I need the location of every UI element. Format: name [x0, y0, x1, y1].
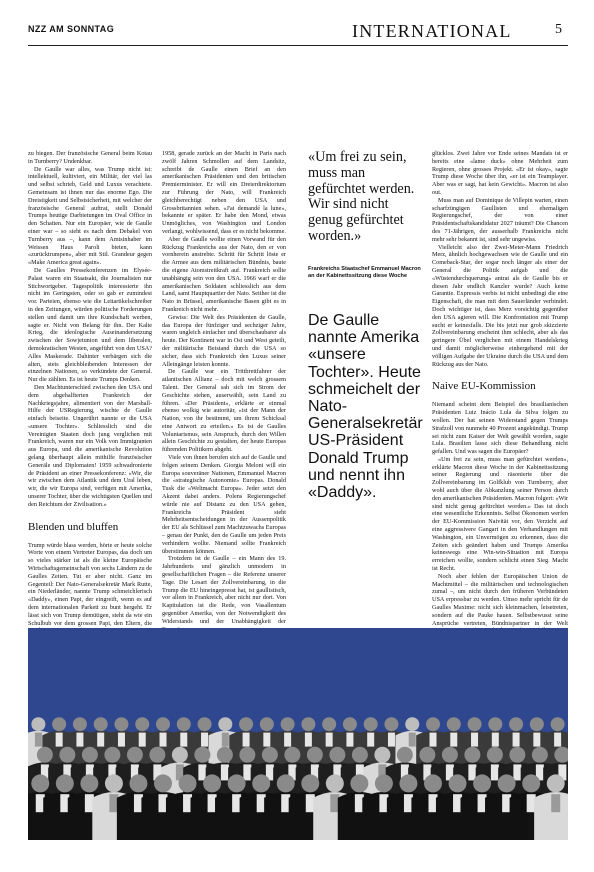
- paragraph: Aber de Gaulle wollte einen Vorwand für den Rückzug Frankreichs aus der Nato, den er von vornherein anstrebte. Schritt für Schritt löste er die Armee aus dem militärischen Bündnis, baute die eigene Atomstreitkraft auf. Frankreich sollte unabhängig sein von den USA. 1966 warf er die amerikanischen Soldaten schliesslich aus dem Land, samt Hauptquartier der Nato. Seither ist die Nato in Brüssel, amerikanische Basen gibt es in Frankreich nicht mehr.: [162, 235, 286, 313]
- paragraph: Vielleicht also der Zwei-Meter-Mann Friedrich Merz, ähnlich hochgewachsen wie de Gaulle und ein Comeback-Star, der sogar noch länger als einer der General die Politik aufgab und die «Wüstendurchquerung» antrat als de Gaulle bis er diesen Jahr endlich Kanzler wurde? Auch keine Garantie. Expressis verbis ist nicht unbedingt die eine Eigenschaft, die man mit dem Sauerländer verbindet. Doch wichtiger ist, dass Merz vorsichtig gegenüber den USA agieren will. Die Konfrontation mit Trump sucht er keinesfalls. Die bis jetzt nur grob skizzierte Zollvereinbarung erscheint ihm schlecht, aber als das geringere Übel verglichen mit einem Handelskrieg und damit möglicherweise einhergehend mit der völligen Aufgabe der Ukraine durch die USA und dem Rückzug aus der Nato.: [432, 243, 568, 368]
- person-head: [307, 747, 323, 763]
- person-shirt: [243, 733, 250, 747]
- person-shirt: [221, 764, 229, 780]
- person-head: [179, 774, 197, 792]
- person-head: [59, 747, 75, 763]
- person-head: [73, 717, 87, 731]
- person-head: [473, 774, 491, 792]
- person-head: [329, 747, 345, 763]
- person-head: [301, 774, 319, 792]
- paragraph: De Gaulles Pressekonferenzen im Elysée-Palast waren ein Staatsakt, die Journalisten nur Stichwortgeber. Tagespolitik interessierte ihn nicht im Geringsten, oder so gab er zumindest vor. Parteien, ebenso wie die Leitartikelschreiber in den Zeitungen, würden politische Forderungen stellen und damit um ihre Kundschaft werben, sagte er. Nicht von Belang für ihn. Der Kalte Krieg, die ideologische Auseinandersetzung zwischen der Sowjetunion und dem liberalen, demokratischen Westen, angeführt von den USA? Alles Maskerade. Dahinter verbärgen sich die alten, stets gleichbleibenden Interessen der einzelnen Nationen, so verkündete der General. Nur die zählten. Es ist heute Trumps Denken.: [28, 266, 152, 384]
- person-shirt: [450, 733, 457, 747]
- person-shirt: [305, 733, 312, 747]
- pull-quote: De Gaulle nannte Amerika «unsere Tochter». Heute schmeichelt der Nato-Generalsekretär US-Präsident Donald Trump und nennt ihn «Daddy».: [308, 312, 423, 502]
- group-photo-illustration: [28, 628, 568, 840]
- person-shirt: [160, 733, 167, 747]
- person-shirt: [430, 733, 437, 747]
- person-head: [129, 774, 147, 792]
- person-head: [194, 747, 210, 763]
- person-head: [277, 774, 295, 792]
- crowd-silhouettes: [28, 717, 568, 840]
- person-head: [218, 717, 232, 731]
- person-head: [149, 747, 165, 763]
- person-head: [322, 717, 336, 731]
- person-shirt: [367, 733, 374, 747]
- person-head: [154, 774, 172, 792]
- person-head: [488, 717, 502, 731]
- person-head: [262, 747, 278, 763]
- paragraph: De Gaulle war alles, was Trump nicht ist: intellektuell, kultiviert, ein Militär, der viel las und selbst schrieb, Geld und Luxus verachtete. Gemeinsam ist ihnen nur das enorme Ego. Die Dreistigkeit und Selbstsicherheit, mit welcher der französische General auftrat, stellt Donald Trumps heutige Darbietungen im Oval Office in den Schatten. Nur ein Europäer, wie de Gaulle einer war – so sieht es nach dem Debakel von Turnberry aus –, kann dem Amtsinhaber im Weissen Haus Paroli bieten, kann «zurücktrumpen», aber mit Stil. Grandeur gegen «Make America great again».: [28, 165, 152, 267]
- person-head: [530, 717, 544, 731]
- paragraph: De Gaulle war ein Trittbrettfahrer der atlantischen Allianz – doch mit welch grossem Talent. Der General sah sich im Strom der Geschichte stehen, auserwählt, sein Land zu führen. «Der Präsident», erklärte er einmal ebenso wolkig wie autoritär, «ist der Mann der Nation, von ihr bestimmt, um ihrem Schicksal eine Antwort zu erteilen.» Es ist de Gaulles Voluntarismus, sein Anspruch, durch den Willen allein Geschichte zu gestalten, der heute Europas führenden Politikern abgeht.: [162, 368, 286, 454]
- person-head: [80, 774, 98, 792]
- person-head: [31, 774, 49, 792]
- person-shirt: [491, 764, 499, 780]
- person-head: [135, 717, 149, 731]
- person-head: [82, 747, 98, 763]
- person-head: [326, 774, 344, 792]
- person-head: [464, 747, 480, 763]
- paragraph: Niemand scheint dem Beispiel des brasilianischen Präsidenten Luiz Inácio Lula da Silva folgen zu wollen. Der hat seinen Widerstand gegen Trumps Strafzoll von nunmehr 40 Prozent angekündigt. Trump sei nicht zum Kaiser der Welt gewählt worden, sagte Lula. Brasilien lasse sich diese Behandlung nicht gefallen. Und was sagen die Europäer?: [432, 401, 568, 456]
- group-photo: [28, 628, 568, 840]
- person-head: [532, 747, 548, 763]
- person-head: [399, 774, 417, 792]
- person-head: [498, 774, 516, 792]
- person-head: [447, 717, 461, 731]
- paragraph: Gewiss: Die Welt des Präsidenten de Gaulle, das Europa der fünfziger und sechziger Jahre, waren ungleich einfacher und überschaubarer als heute. Der Kontinent war in Ost und West geteilt, der militärische Beistand durch die USA so sicher, dass sich Frankreich den Luxus seiner Alleingänge leisten konnte.: [162, 313, 286, 368]
- person-head: [94, 717, 108, 731]
- newspaper-name: NZZ AM SONNTAG: [28, 24, 115, 34]
- person-head: [449, 774, 467, 792]
- person-head: [375, 774, 393, 792]
- person-head: [468, 717, 482, 731]
- person-shirt: [222, 733, 229, 747]
- section-title: INTERNATIONAL: [352, 21, 512, 41]
- paragraph: Noch aber fehlen der Europäischen Union de Machtmittel – die militärischen und technologischen zumal –, um nicht durch den früheren Verbündeten USA erpressbar zu werden. Umso mehr spricht für de Gaulles Maxime: nicht sich kleinmachen, leisetreten, sondern auf die Pauke hauen. Selbstbewusst seine Ansprüche vertreten, Bündnispartner in der Welt: [432, 572, 568, 627]
- paragraph: 1958, gerade zurück an der Macht in Paris nach zwölf Jahren Schmollen auf dem Landsitz, schreibt de Gaulle einen Brief an den amerikanischen Präsidenten und den britischen Premierminister. Er will ein Dreierdirektorium zur Führung der Nato, will Frankreich gleichberechtigt neben den USA und Grossbritannien sehen. «J'ai demandé la lune», bekannte er später. Er habe den Mond, etwas Unmögliches, von Washington und London verlangt, wohlwissend, dass er es nicht bekomme.: [162, 150, 286, 235]
- header-rule: [28, 45, 568, 46]
- person-shirt: [513, 764, 521, 780]
- person-head: [239, 717, 253, 731]
- paragraph: «Um frei zu sein, muss man gefürchtet werden», erklärte Macron diese Woche in der Kabinettssitzung seiner Regierung und räsonierte über die Zollvereinbarung im Golfklub von Turnberry, aber wohl auch über die Abkanzlung seiner Person durch den amerikanischen Präsidenten. Macron folgert: «Wir sind nicht genug gefürchtet worden.» Das ist doch eine wesentliche Erkenntnis. Selbst Ökonomen werfen der EU-Kommission Naivität vor, den Verzicht auf eine aggressivere Gangart in den Verhandlungen mit Washington, ein Unvermögen zu erkennen, dass die Zeiten sich geändert haben und Trumps Amerika keineswegs eine Win-win-Situation mit Europa erreichen wollte, sondern schlicht einen Sieg. Macht ist Recht.: [432, 455, 568, 573]
- person-head: [384, 717, 398, 731]
- paragraph: Muss man auf Dominique de Villepin warten, einen scharfzüngigen Gaullisten und ehemaligen Regierungschef, der von einer Präsidentschaftskandidatur 2027 träumt? Die Chancen des 71-Jährigen, der ausserhalb Frankreichs nicht mehr sehr bekannt ist, sind sehr ungewiss.: [432, 196, 568, 243]
- paragraph: Den Machtunterschied zwischen den USA und dem abgehalfterten Frankreich der Nachkriegsjahre, alimentiert von der Marshall-Hilfe der USRegierung, wischte de Gaulle einfach beiseite. Ungerührt nannte er die USA «unsere Tochter». Schliesslich sind die Vereinigten Staaten doch jung verglichen mit Frankreich, waren nur ein Volk von Immigranten aus Europa, und die amerikanische Revolution gelang überhaupt allein mithilfe französischer Generäle und Diplomaten! 1959 schwadronierte de Präsident an einer Pressekonferenz: «Wir, die wir zwischen dem Atlantik und dem Ural leben, wir, die wir Europa sind, verfügen mit Amerika, unserer Tochter, über die wichtigsten Quellen und den Reichtum der Zivilisation.»: [28, 383, 152, 508]
- person-head: [281, 717, 295, 731]
- person-head: [217, 747, 233, 763]
- featured-quote: «Um frei zu sein, muss man gefürchtet werden. Wir sind nicht genug gefürchtet worden.»: [308, 149, 415, 244]
- person-shirt: [263, 733, 270, 747]
- person-shirt: [554, 733, 561, 747]
- person-shirt: [243, 764, 251, 780]
- person-head: [239, 747, 255, 763]
- person-head: [156, 717, 170, 731]
- person-shirt: [201, 733, 208, 747]
- person-shirt: [409, 733, 416, 747]
- quote-caption: Frankreichs Staatschef Emmanuel Macron an der Kabinettssitzung diese Woche: [308, 266, 421, 280]
- person-head: [419, 747, 435, 763]
- column-4: [432, 150, 568, 635]
- person-head: [127, 747, 143, 763]
- person-head: [343, 717, 357, 731]
- person-shirt: [513, 733, 520, 747]
- person-head: [301, 717, 315, 731]
- page-number: 5: [555, 22, 562, 37]
- person-shirt: [180, 733, 187, 747]
- column-1: [28, 150, 152, 674]
- person-head: [509, 717, 523, 731]
- subheading-blenden: Blenden und bluffen: [28, 520, 119, 533]
- person-shirt: [492, 733, 499, 747]
- person-shirt: [471, 733, 478, 747]
- person-head: [547, 774, 565, 792]
- paragraph: zu biegen. Der französische General beim Kotau in Turnberry? Undenkbar.: [28, 150, 152, 165]
- person-head: [177, 717, 191, 731]
- person-head: [405, 717, 419, 731]
- person-head: [56, 774, 74, 792]
- person-shirt: [139, 733, 146, 747]
- person-shirt: [76, 733, 83, 747]
- person-head: [105, 774, 123, 792]
- person-head: [442, 747, 458, 763]
- person-head: [31, 717, 45, 731]
- person-head: [487, 747, 503, 763]
- person-head: [284, 747, 300, 763]
- person-head: [352, 747, 368, 763]
- person-shirt: [118, 733, 125, 747]
- person-head: [252, 774, 270, 792]
- person-shirt: [551, 794, 560, 812]
- person-head: [37, 747, 53, 763]
- person-head: [350, 774, 368, 792]
- subheading-naive: Naive EU-Kommission: [432, 380, 536, 393]
- person-shirt: [35, 733, 42, 747]
- person-head: [104, 747, 120, 763]
- person-shirt: [326, 733, 333, 747]
- column-2: [162, 150, 286, 680]
- person-head: [260, 717, 274, 731]
- person-head: [114, 717, 128, 731]
- paragraph: Trump würde blass werden, hörte er heute solche Worte von einem Vertreter Europas, das doch um so vieles stärker ist als die kleine Europäische Wirtschaftsgemeinschaft von sechs Ländern zu de Gaulles Zeiten. Tut er aber nicht. Ganz im Gegenteil: Der Nato-Generalsekretär Mark Rutte, ein Niederländer, nannte Trump schmeichlerisch «Daddy», einen Papi, der eingreift, wenn es auf dem internationalen Parkett zu bunt hergeht. Er lässt sich von Trump demütigen, steht da wie ein Schulbub vor dem grossen Papi, den Eltern, die: [28, 541, 152, 627]
- person-head: [374, 747, 390, 763]
- person-head: [52, 717, 66, 731]
- person-shirt: [388, 733, 395, 747]
- person-head: [397, 747, 413, 763]
- person-head: [424, 774, 442, 792]
- person-shirt: [284, 733, 291, 747]
- person-head: [522, 774, 540, 792]
- person-head: [172, 747, 188, 763]
- person-head: [198, 717, 212, 731]
- person-head: [509, 747, 525, 763]
- person-body: [534, 792, 568, 840]
- person-head: [364, 717, 378, 731]
- person-head: [551, 717, 565, 731]
- person-shirt: [533, 733, 540, 747]
- paragraph: Viele von ihnen berufen sich auf de Gaulle und folgen seinem Denken. Giorgia Meloni will ein Europa souveräner Nationen, Emmanuel Macron die «strategische Autonomie» Europas. Donald Tusk die «Weltmacht Europa». Jeder setzt den Akzent dabei anders. Polens Regierungschef würde nie auf Distanz zu den USA gehen, Frankreichs Präsident sieht Mehrheitsentscheidungen in der Aussenpolitik der EU als Schlüssel zum Machtzuwachs Europas – genau der Punkt, den de Gaulle um jeden Preis verhindern wollte. Niemand sollte Frankreich überstimmen können.: [162, 454, 286, 555]
- person-head: [426, 717, 440, 731]
- person-shirt: [56, 733, 63, 747]
- person-shirt: [97, 733, 104, 747]
- person-shirt: [346, 733, 353, 747]
- person-head: [228, 774, 246, 792]
- person-head: [203, 774, 221, 792]
- paragraph: Trotzdem ist de Gaulle – ein Mann des 19. Jahrhunderts und gänzlich unmodern in gesellschaftlichen Fragen – die Referenz unserer Tage. Die Lesart der Zollvereinbarung, in die Trump die EU hineingepresst hat, ist gaullistisch, vor allem in Frankreich, aber nicht nur dort. Von Kapitulation ist die Rede, von Vasallentum gegenüber Amerika, von der Notwendigkeit des Widerstands und der Unabhängigkeit der: [162, 555, 286, 625]
- paragraph: glücklos. Zwei Jahre vor Ende seines Mandats ist er bereits eine «lame duck» ohne Mehrheit zum Regieren, ohne grosses Projekt. «Er ist okay», sagte Trump diese Woche über ihn, «er ist ein Teamplayer. Aber was er sagt, hat kein Gewicht». Macron ist also out.: [432, 150, 568, 196]
